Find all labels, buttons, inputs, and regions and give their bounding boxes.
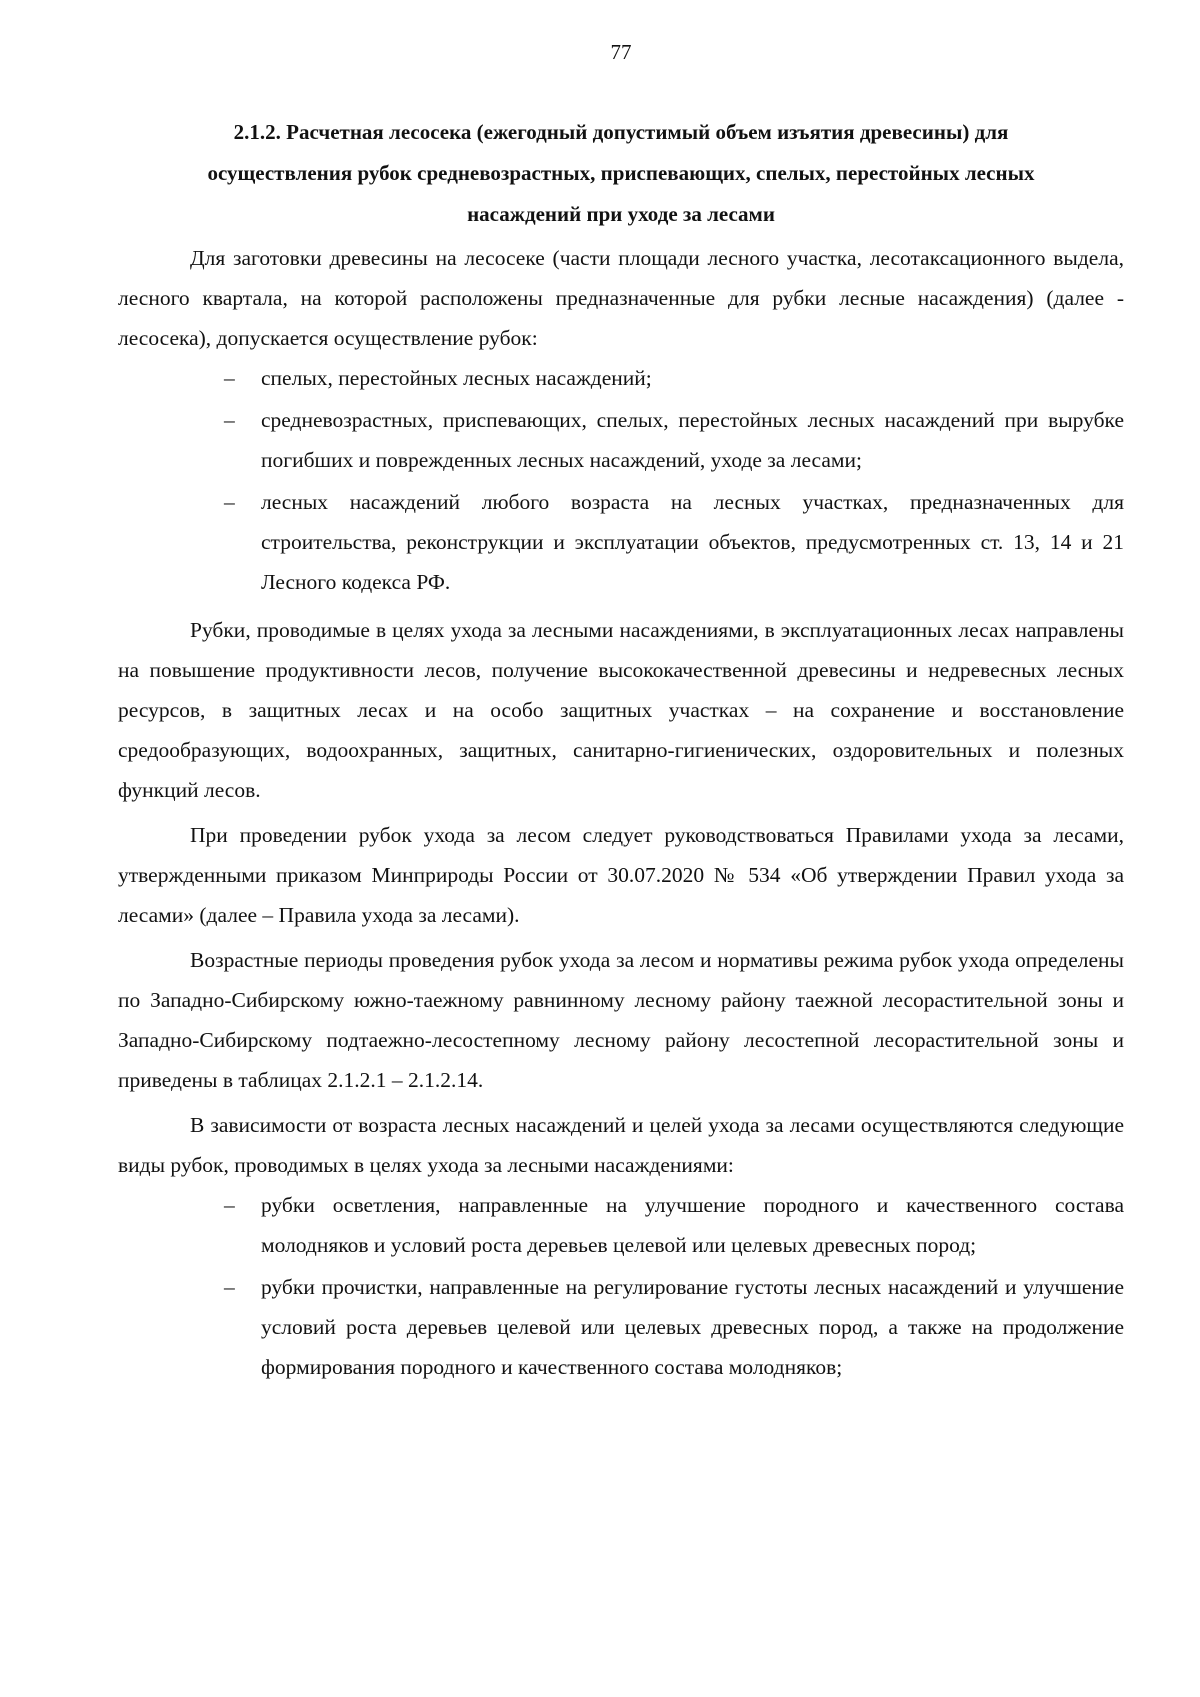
- list-item-text: средневозрастных, приспевающих, спелых, перестойных лесных насаждений при вырубке погибших и поврежденных лесных насаждений, уходе за лесами;: [261, 408, 1124, 472]
- heading-line: насаждений при уходе за лесами: [467, 202, 775, 226]
- list-item-text: лесных насаждений любого возраста на лесных участках, предназначенных для строительства, реконструкции и эксплуатации объектов, предусмотренных ст. 13, 14 и 21 Лесного кодекса РФ.: [261, 490, 1124, 594]
- dash-bullet: –: [224, 490, 235, 514]
- paragraph-age-periods: Возрастные периоды проведения рубок ухода за лесом и нормативы режима рубок ухода определены по Западно-Сибирскому южно-таежному равнинному лесному району таежной лесорастительной зоны и Западно-Сибирскому подтаежно-лесостепному лесному району лесостепной лесорастительной зоны и приведены в таблицах 2.1.2.1 – 2.1.2.14.: [118, 948, 1124, 1092]
- list-item: [118, 400, 1124, 480]
- list-item-text: спелых, перестойных лесных насаждений;: [261, 366, 652, 390]
- paragraph-rules: При проведении рубок ухода за лесом следует руководствоваться Правилами ухода за лесами, утвержденными приказом Минприроды России от 30.07.2020 № 534 «Об утверждении Правил ухода за лесами» (далее – Правила ухода за лесами).: [118, 823, 1124, 927]
- care-cuttings-list: [118, 1185, 1124, 1387]
- heading-line: 2.1.2. Расчетная лесосека (ежегодный допустимый объем изъятия древесины) для: [233, 120, 1009, 144]
- list-item-text: рубки осветления, направленные на улучшение породного и качественного состава молодняков и условий роста деревьев целевой или целевых древесных пород;: [261, 1193, 1124, 1257]
- page-number: 77: [610, 40, 632, 64]
- dash-bullet: –: [224, 1275, 235, 1299]
- heading-line: осуществления рубок средневозрастных, приспевающих, спелых, перестойных лесных: [207, 161, 1035, 185]
- document-body: [118, 238, 1124, 1387]
- list-item: [118, 1185, 1124, 1265]
- dash-bullet: –: [224, 366, 235, 390]
- list-item: [118, 358, 1124, 398]
- dash-bullet: –: [224, 1193, 235, 1217]
- list-item: [118, 482, 1124, 602]
- cutting-types-list: [118, 358, 1124, 602]
- paragraph-cutting-kinds: В зависимости от возраста лесных насаждений и целей ухода за лесами осуществляются следующие виды рубок, проводимых в целях ухода за лесными насаждениями:: [118, 1113, 1124, 1177]
- dash-bullet: –: [224, 408, 235, 432]
- paragraph-purpose: Рубки, проводимые в целях ухода за лесными насаждениями, в эксплуатационных лесах направлены на повышение продуктивности лесов, получение высококачественной древесины и недревесных лесных ресурсов, в защитных лесах и на особо защитных участках – на сохранение и восстановление средообразующих, водоохранных, защитных, санитарно-гигиенических, оздоровительных и полезных функций лесов.: [118, 618, 1124, 802]
- paragraph-intro: Для заготовки древесины на лесосеке (части площади лесного участка, лесотаксационного выдела, лесного квартала, на которой расположены предназначенные для рубки лесные насаждения) (далее - лесосека), допускается осуществление рубок:: [118, 246, 1124, 350]
- list-item-text: рубки прочистки, направленные на регулирование густоты лесных насаждений и улучшение условий роста деревьев целевой или целевых древесных пород, а также на продолжение формирования породного и качественного состава молодняков;: [261, 1275, 1124, 1379]
- section-heading: [118, 112, 1124, 235]
- list-item: [118, 1267, 1124, 1387]
- document-page: [118, 0, 1124, 1697]
